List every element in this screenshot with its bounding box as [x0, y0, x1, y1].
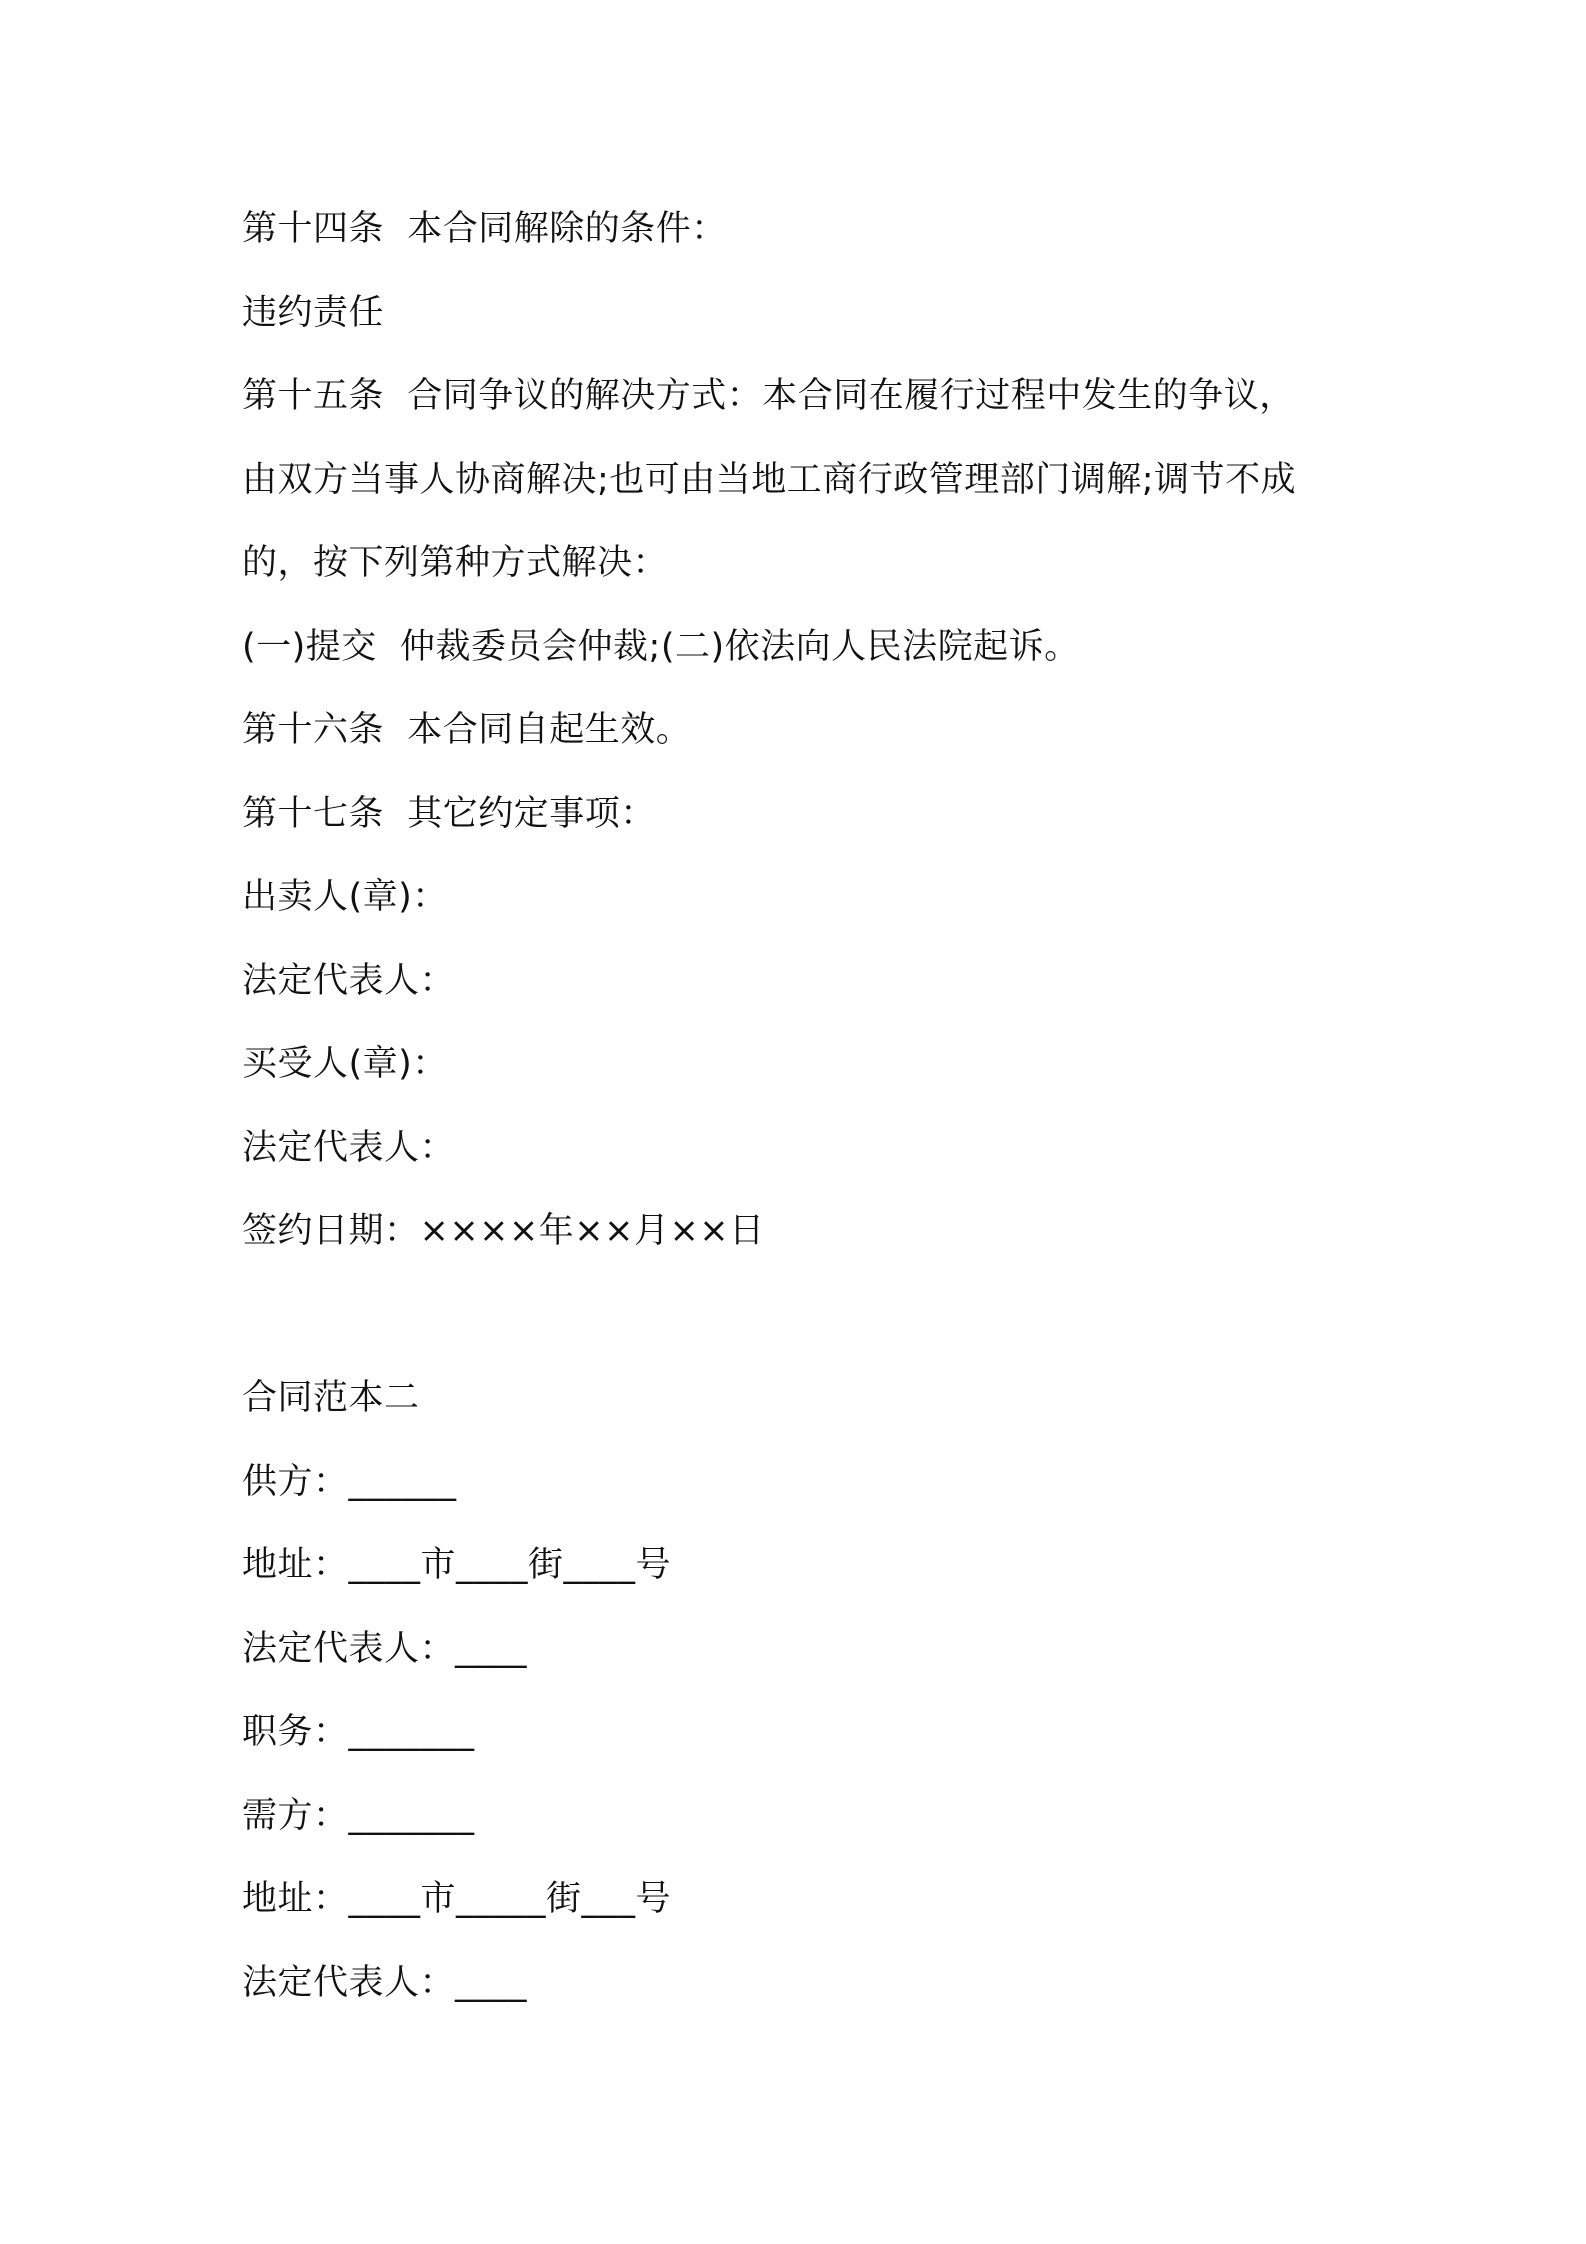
supplier-address-line: 地址：____市____街____号 [242, 1545, 672, 1585]
seller-representative-line: 法定代表人： [242, 961, 456, 1001]
article-17-line: 第十七条 其它约定事项： [242, 794, 656, 834]
demander-representative-line: 法定代表人：____ [242, 1963, 528, 2003]
seller-seal-line: 出卖人(章)： [242, 877, 448, 917]
buyer-seal-line: 买受人(章)： [242, 1044, 448, 1084]
supplier-line: 供方：______ [242, 1462, 457, 1502]
demander-line: 需方：_______ [242, 1796, 475, 1836]
signing-date-line: 签约日期：××××年××月××日 [242, 1211, 765, 1251]
contract-template-two-heading: 合同范本二 [242, 1378, 420, 1418]
article-16-line: 第十六条 本合同自起生效。 [242, 710, 692, 750]
article-15-line-3: 的，按下列第种方式解决： [242, 543, 669, 583]
demander-address-line: 地址：____市_____街___号 [242, 1879, 672, 1919]
article-15-line-2: 由双方当事人协商解决;也可由当地工商行政管理部门调解;调节不成 [242, 460, 1297, 500]
buyer-representative-line: 法定代表人： [242, 1128, 456, 1168]
article-15-line-1: 第十五条 合同争议的解决方式：本合同在履行过程中发生的争议， [242, 376, 1295, 416]
breach-liability-heading: 违约责任 [242, 293, 385, 333]
arbitration-options-line: (一)提交 仲裁委员会仲裁;(二)依法向人民法院起诉。 [242, 627, 1080, 667]
article-14-line: 第十四条 本合同解除的条件： [242, 209, 727, 249]
supplier-representative-line: 法定代表人：____ [242, 1629, 528, 1669]
position-line: 职务：_______ [242, 1712, 475, 1752]
